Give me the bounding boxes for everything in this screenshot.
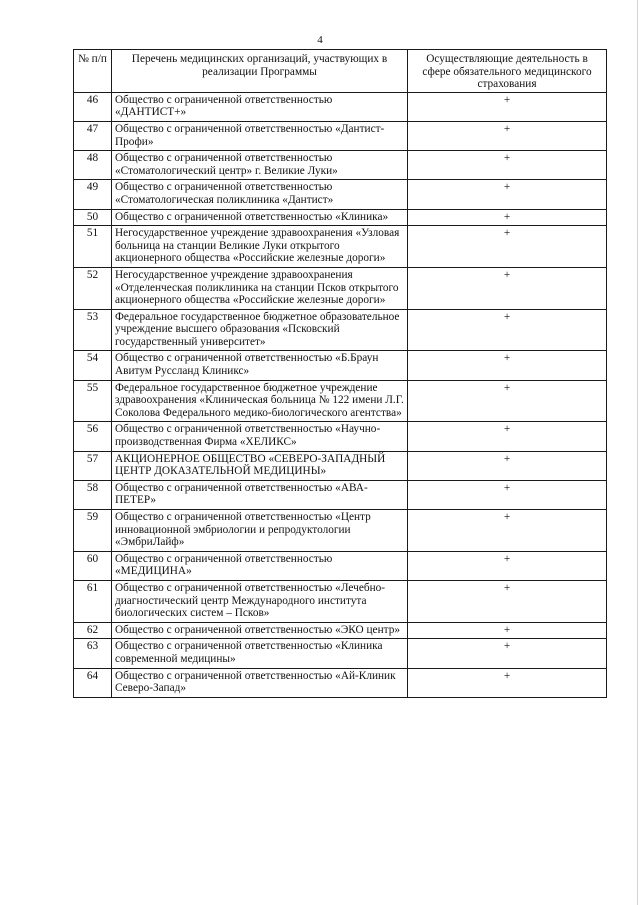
table-row: [74, 151, 607, 180]
row-number: 64: [74, 668, 112, 697]
oms-participation-mark: +: [408, 551, 607, 580]
row-number: 56: [74, 422, 112, 451]
oms-participation-mark: +: [408, 151, 607, 180]
oms-participation-mark: +: [408, 622, 607, 639]
organization-name: Негосударственное учреждение здравоохранения «Узловая больница на станции Великие Луки открытого акционерного общества «Российские железные дороги»: [112, 226, 408, 268]
organization-name: Общество с ограниченной ответственностью «Клиника современной медицины»: [112, 639, 408, 668]
row-number: 53: [74, 309, 112, 351]
row-number: 55: [74, 380, 112, 422]
medical-organizations-table: [73, 49, 607, 698]
organization-name: Федеральное государственное бюджетное учреждение здравоохранения «Клиническая больница № 122 имени Л.Г. Соколова Федерального медико-биологического агентства»: [112, 380, 408, 422]
row-number: 54: [74, 351, 112, 380]
row-number: 60: [74, 551, 112, 580]
organization-name: Общество с ограниченной ответственностью «АВА-ПЕТЕР»: [112, 480, 408, 509]
table-row: [74, 180, 607, 209]
table-row: [74, 451, 607, 480]
oms-participation-mark: +: [408, 92, 607, 121]
table-row: [74, 639, 607, 668]
oms-participation-mark: +: [408, 351, 607, 380]
page-number: 4: [317, 34, 323, 46]
oms-participation-mark: +: [408, 267, 607, 309]
organization-name: Общество с ограниченной ответственностью «Стоматологическая поликлиника «Дантист»: [112, 180, 408, 209]
table-row: [74, 510, 607, 552]
oms-participation-mark: +: [408, 309, 607, 351]
table-row: [74, 121, 607, 150]
table-row: [74, 422, 607, 451]
oms-participation-mark: +: [408, 209, 607, 226]
table-row: [74, 309, 607, 351]
organization-name: Общество с ограниченной ответственностью «Лечебно-диагностический центр Международного института биологических систем – Псков»: [112, 580, 408, 622]
organization-name: Общество с ограниченной ответственностью «Центр инновационной эмбриологии и репродуктологии «ЭмбриЛайф»: [112, 510, 408, 552]
organization-name: Негосударственное учреждение здравоохранения «Отделенческая поликлиника на станции Псков открытого акционерного общества «Российские железные дороги»: [112, 267, 408, 309]
organization-name: Общество с ограниченной ответственностью «Ай-Клиник Северо-Запад»: [112, 668, 408, 697]
row-number: 46: [74, 92, 112, 121]
table-row: [74, 226, 607, 268]
organization-name: Общество с ограниченной ответственностью «ДАНТИСТ+»: [112, 92, 408, 121]
oms-participation-mark: +: [408, 580, 607, 622]
table-row: [74, 351, 607, 380]
table-row: [74, 267, 607, 309]
row-number: 61: [74, 580, 112, 622]
organization-name: Общество с ограниченной ответственностью «Научно-производственная Фирма «ХЕЛИКС»: [112, 422, 408, 451]
organization-name: Общество с ограниченной ответственностью «Дантист-Профи»: [112, 121, 408, 150]
row-number: 58: [74, 480, 112, 509]
table-row: [74, 622, 607, 639]
table-row: [74, 668, 607, 697]
organization-name: Общество с ограниченной ответственностью «Стоматологический центр» г. Великие Луки»: [112, 151, 408, 180]
row-number: 49: [74, 180, 112, 209]
row-number: 47: [74, 121, 112, 150]
header-number: № п/п: [74, 50, 112, 93]
row-number: 63: [74, 639, 112, 668]
oms-participation-mark: +: [408, 668, 607, 697]
oms-participation-mark: +: [408, 422, 607, 451]
oms-participation-mark: +: [408, 380, 607, 422]
row-number: 50: [74, 209, 112, 226]
row-number: 57: [74, 451, 112, 480]
header-row: [74, 50, 607, 93]
organization-name: Федеральное государственное бюджетное образовательное учреждение высшего образования «Псковский государственный университет»: [112, 309, 408, 351]
row-number: 52: [74, 267, 112, 309]
header-organization: Перечень медицинских организаций, участвующих в реализации Программы: [112, 50, 408, 93]
table-row: [74, 480, 607, 509]
row-number: 48: [74, 151, 112, 180]
oms-participation-mark: +: [408, 121, 607, 150]
organization-name: Общество с ограниченной ответственностью «Б.Браун Авитум Руссланд Клиникс»: [112, 351, 408, 380]
header-oms: Осуществляющие деятельность в сфере обязательного медицинского страхования: [408, 50, 607, 93]
organization-name: Общество с ограниченной ответственностью «Клиника»: [112, 209, 408, 226]
organization-name: Общество с ограниченной ответственностью «МЕДИЦИНА»: [112, 551, 408, 580]
organization-name: Общество с ограниченной ответственностью «ЭКО центр»: [112, 622, 408, 639]
table-row: [74, 209, 607, 226]
table-row: [74, 92, 607, 121]
oms-participation-mark: +: [408, 451, 607, 480]
oms-participation-mark: +: [408, 510, 607, 552]
oms-participation-mark: +: [408, 639, 607, 668]
table-row: [74, 551, 607, 580]
row-number: 59: [74, 510, 112, 552]
table-header: [74, 50, 607, 93]
row-number: 62: [74, 622, 112, 639]
organization-name: АКЦИОНЕРНОЕ ОБЩЕСТВО «СЕВЕРО-ЗАПАДНЫЙ ЦЕНТР ДОКАЗАТЕЛЬНОЙ МЕДИЦИНЫ»: [112, 451, 408, 480]
table-row: [74, 580, 607, 622]
table-row: [74, 380, 607, 422]
oms-participation-mark: +: [408, 180, 607, 209]
table-body: [74, 92, 607, 697]
scan-edge-line: [637, 0, 638, 905]
oms-participation-mark: +: [408, 480, 607, 509]
row-number: 51: [74, 226, 112, 268]
oms-participation-mark: +: [408, 226, 607, 268]
